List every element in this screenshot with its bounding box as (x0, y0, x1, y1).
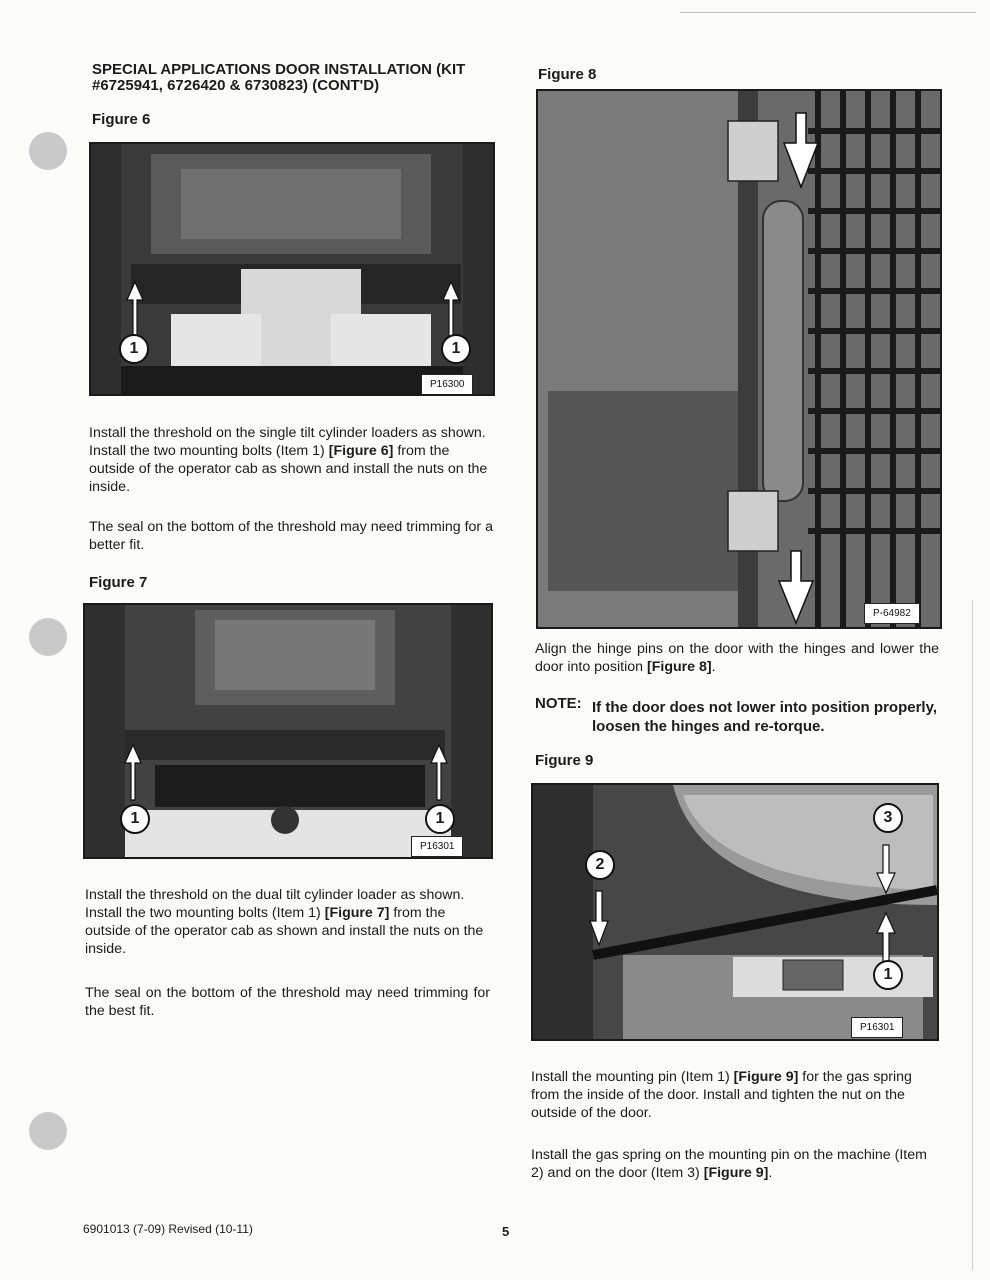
figure-reference: [Figure 8] (647, 659, 712, 675)
figure-6-callout-1-left: 1 (119, 334, 149, 364)
text-run: Install the gas spring on the mounting pin on the machine (Item 2) and on the door (Item 3) (531, 1147, 927, 1181)
figure-7-callout-1-left: 1 (120, 804, 150, 834)
figure-6-photo-id: P16300 (421, 374, 473, 395)
scan-edge-line-right (972, 600, 973, 1270)
punch-hole-middle (29, 618, 67, 656)
figure-9-label: Figure 9 (535, 752, 594, 769)
paragraph-mounting-pin (531, 1068, 935, 1122)
scan-edge-line (680, 12, 976, 13)
paragraph-seal-note-1: The seal on the bottom of the threshold may need trimming for a better fit. (89, 519, 493, 553)
text-run: Install the mounting pin (Item 1) (531, 1069, 734, 1085)
figure-9-callout-3: 3 (873, 803, 903, 833)
note-text: If the door does not lower into position properly, loosen the hinges and re-torque. (592, 699, 937, 735)
figure-6-photo (89, 142, 495, 396)
figure-8-photo (536, 89, 942, 629)
paragraph-align-hinge (535, 640, 939, 676)
figure-reference: [Figure 9] (703, 1165, 769, 1181)
figure-reference: [Figure 6] (328, 443, 394, 459)
figure-9-callout-2: 2 (585, 850, 615, 880)
figure-reference: [Figure 7] (324, 905, 390, 921)
paragraph-gas-spring (531, 1146, 935, 1182)
figure-8-photo-id: P-64982 (864, 603, 920, 624)
text-run: for the gas spring from the inside of the door. Install and tighten the nut on the outside of the door. (531, 1069, 912, 1121)
figure-7-photo-id: P16301 (411, 836, 463, 857)
text-run: from the outside of the operator cab as shown and install the nuts on the inside. (85, 905, 484, 957)
text-run: Install the threshold on the single tilt cylinder loaders as shown. Install the two mounting bolts (Item 1) (89, 425, 486, 459)
figure-8-label: Figure 8 (538, 66, 597, 83)
text-run: . (768, 1165, 773, 1181)
figure-8-illustration (538, 91, 940, 627)
note-label: NOTE: (535, 695, 582, 712)
paragraph-seal-note-2: The seal on the bottom of the threshold may need trimming for the best fit. (85, 985, 490, 1019)
figure-6-callout-1-right: 1 (441, 334, 471, 364)
figure-7-callout-1-right: 1 (425, 804, 455, 834)
paragraph-threshold-dual (85, 886, 490, 958)
footer-doc-number: 6901013 (7-09) Revised (10-11) (83, 1222, 253, 1236)
text-run: Install the threshold on the dual tilt cylinder loader as shown. Install the two mounting bolts (Item 1) (85, 887, 465, 921)
paragraph-threshold-single (89, 424, 493, 496)
text-run: Align the hinge pins on the door with the hinges and lower the door into position (535, 641, 939, 675)
punch-hole-top (29, 132, 67, 170)
figure-7-label: Figure 7 (89, 574, 148, 591)
figure-reference: [Figure 9] (733, 1069, 799, 1085)
text-run: from the outside of the operator cab as shown and install the nuts on the inside. (89, 443, 488, 495)
text-run: . (711, 659, 716, 675)
figure-9-photo-id: P16301 (851, 1017, 903, 1038)
figure-6-label: Figure 6 (92, 111, 151, 128)
figure-9-callout-1: 1 (873, 960, 903, 990)
page-number: 5 (502, 1224, 510, 1239)
punch-hole-bottom (29, 1112, 67, 1150)
figure-9-photo (531, 783, 939, 1041)
figure-6-illustration (91, 144, 493, 394)
figure-7-photo (83, 603, 493, 859)
section-heading: SPECIAL APPLICATIONS DOOR INSTALLATION (KIT #6725941, 6726420 & 6730823) (CONT'D) (92, 61, 466, 94)
